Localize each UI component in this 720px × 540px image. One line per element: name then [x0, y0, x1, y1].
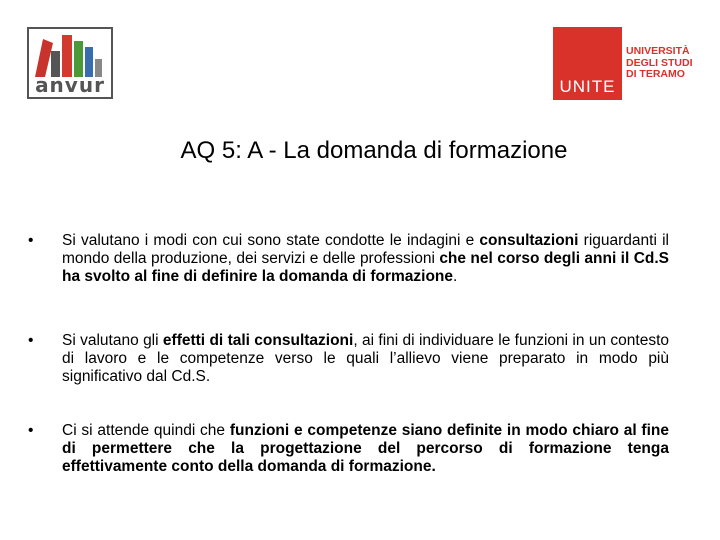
bullet-item [28, 332, 669, 410]
unite-logo [553, 27, 698, 100]
bullet-text: riguardanti il mondo della produzione, dei servizi e delle professioni [62, 232, 669, 267]
bullet-text-bold: effetti di tali consultazioni [162, 332, 354, 349]
bullet-text: Si valutano gli [62, 332, 163, 349]
bullet-marker: • [28, 332, 34, 349]
bullet-text: . [453, 268, 458, 285]
bullet-text: Si valutano i modi con cui sono state condotte le indagini e [62, 232, 480, 249]
bullet-text-bold: consultazioni [479, 232, 579, 249]
bullet-marker: • [28, 232, 34, 249]
unite-name-line: DI TERAMO [626, 68, 685, 80]
anvur-logo [27, 27, 113, 99]
unite-red-box [553, 27, 622, 100]
bullet-list [28, 232, 669, 476]
bullet-text: , ai fini di individuare le funzioni in un contesto di lavoro e le competenze verso le quali l’allievo viene preparato in modo più significativo dal Cd.S. [62, 332, 670, 385]
bullet-text: Ci si attende quindi che [62, 422, 230, 439]
unite-university-name [626, 46, 693, 81]
unite-box-label: UNITE [559, 77, 616, 96]
anvur-bars-icon [29, 29, 111, 79]
unite-name-line: DEGLI STUDI [626, 56, 693, 69]
bullet-text-bold: che nel corso degli anni il Cd.S ha svolto al fine di definire la domanda di formazione [62, 250, 669, 285]
bullet-item [28, 232, 669, 324]
unite-name-line: UNIVERSITÀ [626, 45, 690, 57]
bullet-text-bold: funzioni e competenze siano definite in modo chiaro al fine di permettere che la progettazione del percorso di formazione tenga effettivamente conto della domanda di formazione. [62, 422, 669, 475]
bullet-marker: • [28, 422, 34, 439]
anvur-wordmark: anvur [35, 73, 105, 97]
slide-title: AQ 5: A - La domanda di formazione [180, 137, 568, 164]
bullet-item [28, 422, 669, 476]
